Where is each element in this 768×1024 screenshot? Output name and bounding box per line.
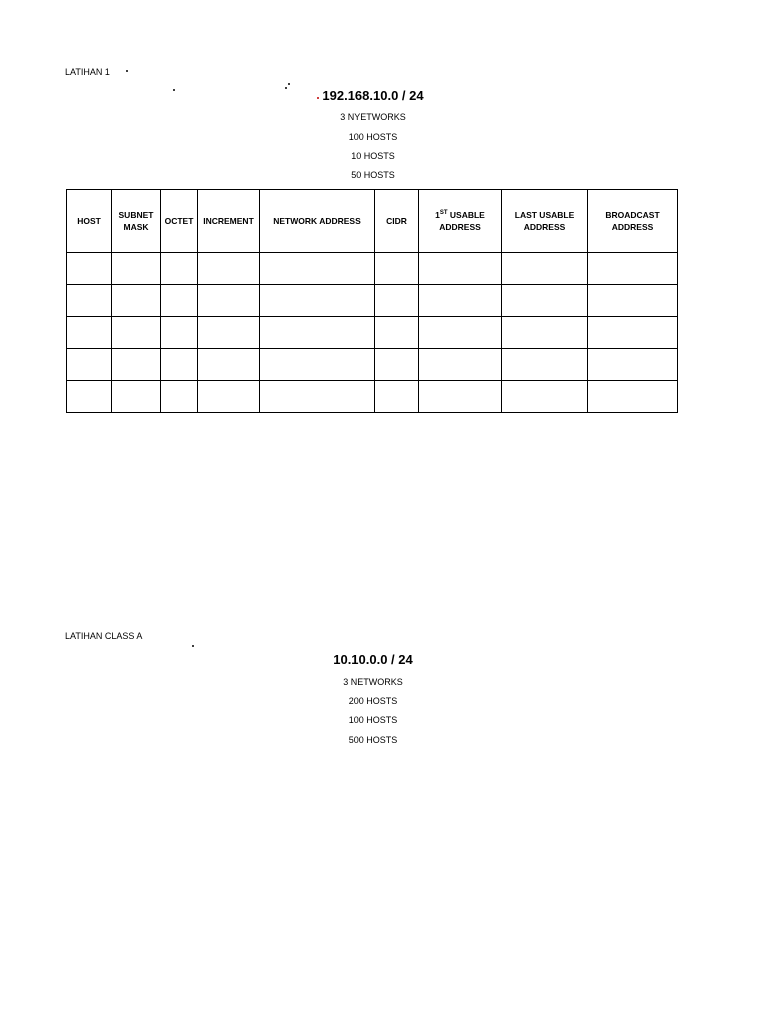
requirement-line: 200 HOSTS [348, 696, 398, 706]
table-cell[interactable] [260, 253, 375, 285]
requirement-line: 50 HOSTS [351, 170, 395, 180]
section-label: LATIHAN CLASS A [65, 631, 143, 641]
table-cell[interactable] [588, 381, 678, 413]
column-header: HOST [67, 190, 112, 253]
column-header: INCREMENT [198, 190, 260, 253]
table-cell[interactable] [588, 317, 678, 349]
requirement-line: 100 HOSTS [348, 132, 398, 142]
table-cell[interactable] [419, 285, 502, 317]
table-cell[interactable] [67, 381, 112, 413]
table-cell[interactable] [375, 253, 419, 285]
table-cell[interactable] [502, 349, 588, 381]
table-cell[interactable] [161, 349, 198, 381]
table-cell[interactable] [588, 253, 678, 285]
table-cell[interactable] [112, 285, 161, 317]
table-row [67, 285, 678, 317]
stray-mark [288, 83, 290, 85]
table-cell[interactable] [112, 253, 161, 285]
table-cell[interactable] [419, 317, 502, 349]
table-cell[interactable] [161, 317, 198, 349]
table-cell[interactable] [260, 285, 375, 317]
table-cell[interactable] [67, 253, 112, 285]
table-row [67, 349, 678, 381]
table-cell[interactable] [112, 317, 161, 349]
table-cell[interactable] [112, 349, 161, 381]
table-cell[interactable] [260, 317, 375, 349]
table-cell[interactable] [375, 285, 419, 317]
requirement-line: 3 NETWORKS [343, 677, 403, 687]
column-header: OCTET [161, 190, 198, 253]
table-cell[interactable] [198, 317, 260, 349]
table-cell[interactable] [161, 381, 198, 413]
table-cell[interactable] [375, 349, 419, 381]
requirement-line: 500 HOSTS [348, 735, 398, 745]
table-cell[interactable] [67, 285, 112, 317]
table-cell[interactable] [260, 349, 375, 381]
table-row [67, 253, 678, 285]
column-header: BROADCAST ADDRESS [588, 190, 678, 253]
table-cell[interactable] [502, 253, 588, 285]
table-cell[interactable] [198, 253, 260, 285]
table-cell[interactable] [588, 349, 678, 381]
stray-mark [126, 70, 128, 72]
table-cell[interactable] [502, 285, 588, 317]
table-cell[interactable] [502, 317, 588, 349]
table-cell[interactable] [161, 285, 198, 317]
column-header: LAST USABLE ADDRESS [502, 190, 588, 253]
exercise-title: 192.168.10.0 / 24 [322, 88, 424, 103]
table-cell[interactable] [375, 381, 419, 413]
table-cell[interactable] [198, 349, 260, 381]
column-header: 1ST USABLE ADDRESS [419, 190, 502, 253]
section-label: LATIHAN 1 [65, 67, 110, 77]
table-cell[interactable] [419, 381, 502, 413]
table-cell[interactable] [198, 381, 260, 413]
requirement-line: 3 NYETWORKS [340, 112, 406, 122]
table-cell[interactable] [588, 285, 678, 317]
exercise-title: 10.10.0.0 / 24 [333, 652, 413, 667]
table-cell[interactable] [198, 285, 260, 317]
table-cell[interactable] [419, 349, 502, 381]
table-header-row [67, 190, 678, 253]
stray-mark [192, 645, 194, 647]
table-cell[interactable] [112, 381, 161, 413]
table-cell[interactable] [502, 381, 588, 413]
column-header: SUBNET MASK [112, 190, 161, 253]
table-cell[interactable] [67, 317, 112, 349]
column-header: CIDR [375, 190, 419, 253]
column-header: NETWORK ADDRESS [260, 190, 375, 253]
table-cell[interactable] [161, 253, 198, 285]
requirement-line: 10 HOSTS [351, 151, 395, 161]
table-row [67, 381, 678, 413]
table-cell[interactable] [260, 381, 375, 413]
table-cell[interactable] [67, 349, 112, 381]
requirement-line: 100 HOSTS [348, 715, 398, 725]
table-cell[interactable] [375, 317, 419, 349]
table-cell[interactable] [419, 253, 502, 285]
table-row [67, 317, 678, 349]
subnet-table [66, 189, 678, 413]
